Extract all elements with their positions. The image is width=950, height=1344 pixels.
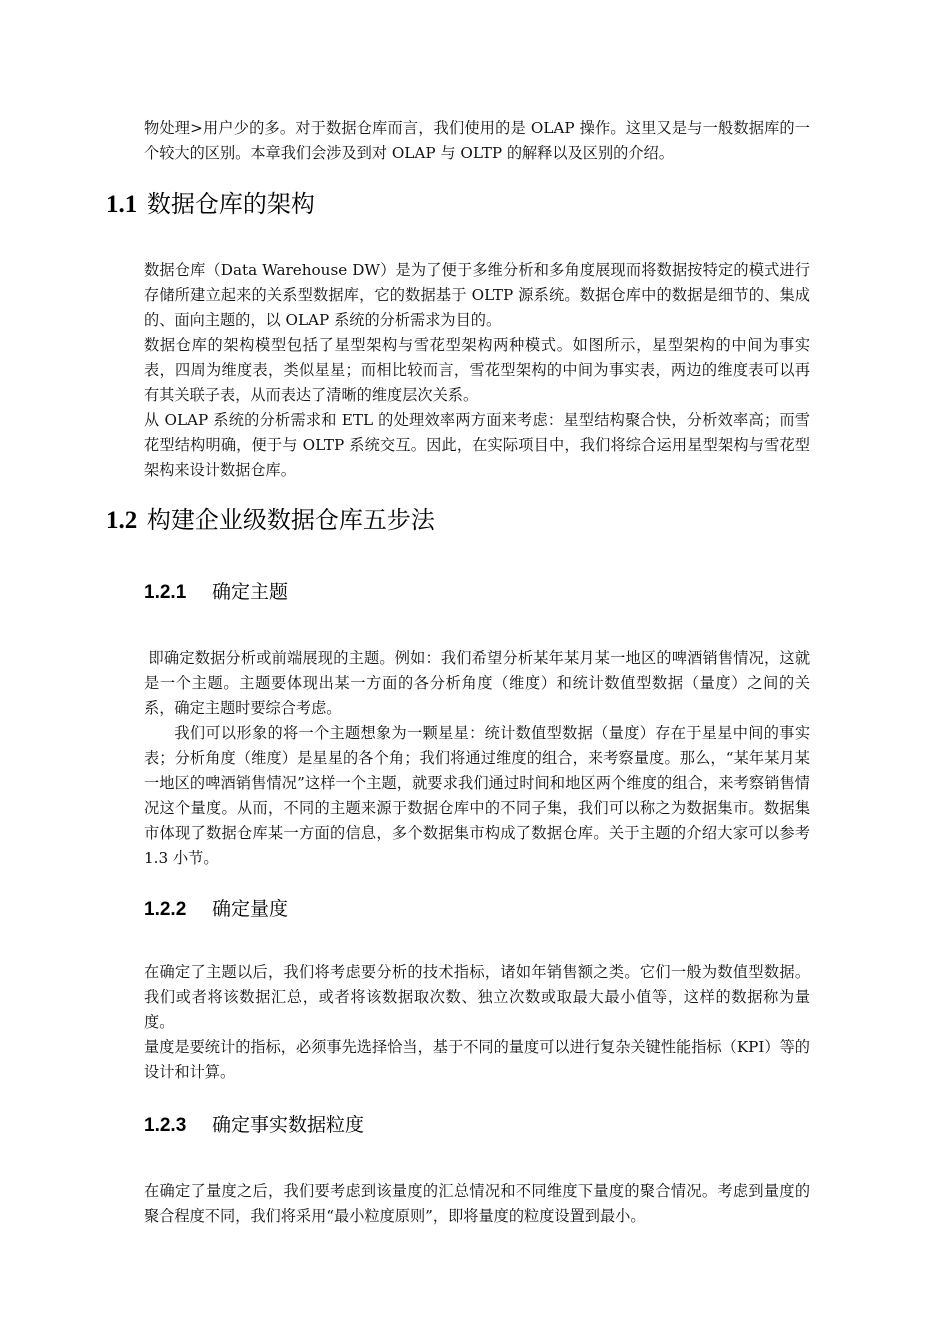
subsection-heading-1-2-1: [144, 580, 288, 605]
section-number: 1.2: [106, 507, 138, 534]
section-heading-1-2: [106, 505, 836, 536]
section-title: 数据仓库的架构: [146, 190, 315, 218]
subsection-heading-1-2-2: [144, 897, 288, 922]
subsection-1-2-1-body: [144, 646, 810, 871]
section-number: 1.1: [106, 191, 138, 218]
subsection-title: 确定量度: [212, 898, 289, 920]
paragraph: 即确定数据分析或前端展现的主题。例如：我们希望分析某年某月某一地区的啤酒销售情况，这就是一个主题。主题要体现出某一方面的各分析角度（维度）和统计数值型数据（量度）之间的关系，确定主题时要综合考虑。: [144, 649, 810, 717]
section-heading-1-1: [106, 189, 836, 220]
subsection-number: 1.2.2: [144, 899, 187, 920]
paragraph: 在确定了主题以后，我们将考虑要分析的技术指标，诸如年销售额之类。它们一般为数值型数据。我们或者将该数据汇总，或者将该数据取次数、独立次数或取最大最小值等，这样的数据称为量度。: [144, 963, 810, 1031]
paragraph: 在确定了量度之后，我们要考虑到该量度的汇总情况和不同维度下量度的聚合情况。考虑到量度的聚合程度不同，我们将采用“最小粒度原则”，即将量度的粒度设置到最小。: [144, 1182, 810, 1225]
paragraph: 从 OLAP 系统的分析需求和 ETL 的处理效率两方面来考虑：星型结构聚合快，分析效率高；而雪花型结构明确，便于与 OLTP 系统交互。因此，在实际项目中，我们将综合运用星型架构与雪花型架构来设计数据仓库。: [144, 411, 810, 479]
subsection-title: 确定事实数据粒度: [212, 1114, 365, 1136]
paragraph: 我们可以形象的将一个主题想象为一颗星星：统计数值型数据（量度）存在于星星中间的事实表；分析角度（维度）是星星的各个角；我们将通过维度的组合，来考察量度。那么，“某年某月某一地区的啤酒销售情况”这样一个主题，就要求我们通过时间和地区两个维度的组合，来考察销售情况这个量度。从而，不同的主题来源于数据仓库中的不同子集，我们可以称之为数据集市。数据集市体现了数据仓库某一方面的信息，多个数据集市构成了数据仓库。关于主题的介绍大家可以参考 1.3 小节。: [144, 724, 810, 867]
subsection-number: 1.2.1: [144, 582, 187, 603]
paragraph: 数据仓库的架构模型包括了星型架构与雪花型架构两种模式。如图所示，星型架构的中间为事实表，四周为维度表，类似星星；而相比较而言，雪花型架构的中间为事实表，两边的维度表可以再有其关联子表，从而表达了清晰的维度层次关系。: [144, 336, 810, 404]
subsection-title: 确定主题: [212, 581, 289, 603]
paragraph: 数据仓库（Data Warehouse DW）是为了便于多维分析和多角度展现而将数据按特定的模式进行存储所建立起来的关系型数据库，它的数据基于 OLTP 源系统。数据仓库中的数据是细节的、集成的、面向主题的，以 OLAP 系统的分析需求为目的。: [144, 261, 810, 329]
subsection-1-2-2-body: [144, 960, 810, 1085]
section-title: 构建企业级数据仓库五步法: [146, 506, 435, 534]
intro-block: [144, 116, 810, 166]
section-1-1-body: [144, 258, 810, 483]
paragraph: 量度是要统计的指标，必须事先选择恰当，基于不同的量度可以进行复杂关键性能指标（KPI）等的设计和计算。: [144, 1038, 810, 1081]
subsection-number: 1.2.3: [144, 1115, 187, 1136]
subsection-heading-1-2-3: [144, 1113, 364, 1138]
intro-paragraph: 物处理>用户少的多。对于数据仓库而言，我们使用的是 OLAP 操作。这里又是与一般数据库的一个较大的区别。本章我们会涉及到对 OLAP 与 OLTP 的解释以及区别的介绍。: [144, 119, 810, 162]
subsection-1-2-3-body: [144, 1179, 810, 1229]
